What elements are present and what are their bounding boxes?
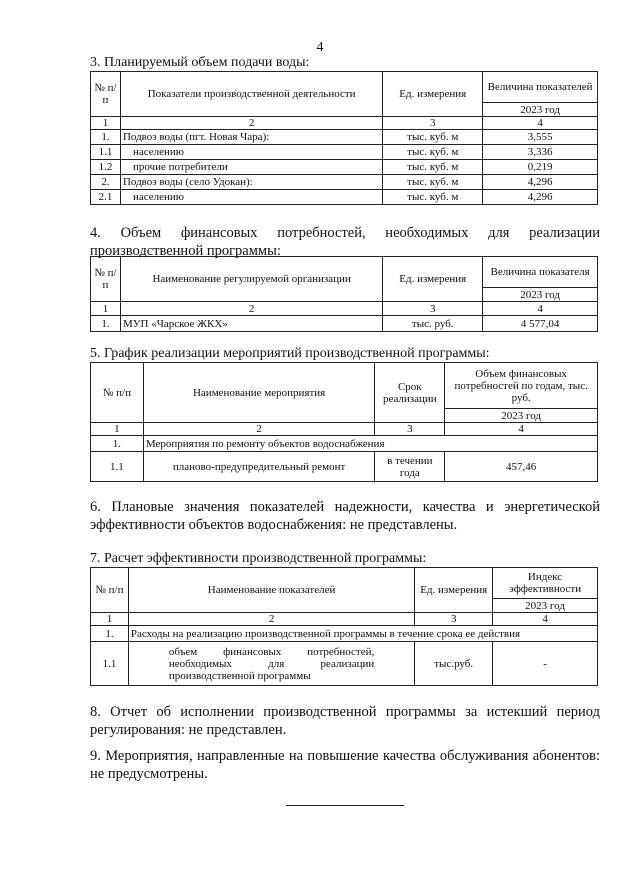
header-unit: Ед. измерения bbox=[383, 257, 483, 302]
table-group-row: 1. Мероприятия по ремонту объектов водоснабжения bbox=[91, 436, 598, 452]
section-4-title: 4. Объем финансовых потребностей, необходимых для реализации производственной программы: bbox=[90, 225, 600, 259]
header-volume: Объем финансовых потребностей по годам, тыс. руб. bbox=[445, 363, 598, 409]
header-indicator: Показатели производственной деятельности bbox=[120, 72, 382, 117]
header-num: № п/п bbox=[91, 257, 121, 302]
column-number-row: 1 2 3 4 bbox=[91, 302, 598, 316]
end-rule bbox=[286, 805, 404, 806]
header-year: 2023 год bbox=[483, 288, 598, 302]
header-year: 2023 год bbox=[445, 409, 598, 423]
header-value: Величина показателя bbox=[483, 257, 598, 288]
section-8-text: 8. Отчет об исполнении производственной программы за истекший период регулирования: не представлен. bbox=[90, 704, 600, 738]
header-org: Наименование регулируемой организации bbox=[120, 257, 382, 302]
header-term: Срок реализации bbox=[375, 363, 445, 423]
column-number-row: 1 2 3 4 bbox=[91, 613, 598, 626]
header-event: Наименование мероприятия bbox=[143, 363, 374, 423]
column-number-row: 1 2 3 4 bbox=[91, 423, 598, 436]
table-row: 1.2 прочие потребители тыс. куб. м 0,219 bbox=[91, 160, 598, 175]
table-row: 2.1 населению тыс. куб. м 4,296 bbox=[91, 190, 598, 205]
section-7-title: 7. Расчет эффективности производственной программы: bbox=[90, 551, 427, 566]
header-year: 2023 год bbox=[493, 599, 598, 613]
table-row: 1. Подвоз воды (пгт. Новая Чара): тыс. куб. м 3,555 bbox=[91, 130, 598, 145]
schedule-table bbox=[90, 362, 598, 482]
table-row: 1.1 планово-предупредительный ремонт в течении года 457,46 bbox=[91, 452, 598, 482]
header-index: Индекс эффективности bbox=[493, 568, 598, 599]
table-row: 2. Подвоз воды (село Удокан): тыс. куб. м 4,296 bbox=[91, 175, 598, 190]
table-row: 1. МУП «Чарское ЖКХ» тыс. руб. 4 577,04 bbox=[91, 316, 598, 332]
table-row: 1.1 объем финансовых потребностей, необходимых для реализации производственной программы тыс.руб. - bbox=[91, 642, 598, 686]
header-indicator: Наименование показателей bbox=[128, 568, 414, 613]
section-5-title: 5. График реализации мероприятий производственной программы: bbox=[90, 346, 490, 361]
section-6-text: 6. Плановые значения показателей надежности, качества и энергетической эффективности объектов водоснабжения: не представлены. bbox=[90, 499, 600, 533]
section-3-title: 3. Планируемый объем подачи воды: bbox=[90, 55, 310, 70]
table-group-row: 1. Расходы на реализацию производственной программы в течение срока ее действия bbox=[91, 626, 598, 642]
header-num: № п/п bbox=[91, 568, 129, 613]
efficiency-table bbox=[90, 567, 598, 686]
header-num: № п/п bbox=[91, 72, 121, 117]
water-supply-table bbox=[90, 71, 598, 205]
header-unit: Ед. измерения bbox=[415, 568, 493, 613]
financial-needs-table bbox=[90, 256, 598, 332]
header-num: № п/п bbox=[91, 363, 144, 423]
header-unit: Ед. измерения bbox=[383, 72, 483, 117]
table-row: 1.1 населению тыс. куб. м 3,336 bbox=[91, 145, 598, 160]
column-number-row: 1 2 3 4 bbox=[91, 117, 598, 130]
header-value: Величина показателей bbox=[483, 72, 598, 103]
section-9-text: 9. Мероприятия, направленные на повышение качества обслуживания абонентов: не предусмотрены. bbox=[90, 748, 600, 782]
page-number: 4 bbox=[316, 40, 324, 55]
header-year: 2023 год bbox=[483, 103, 598, 117]
